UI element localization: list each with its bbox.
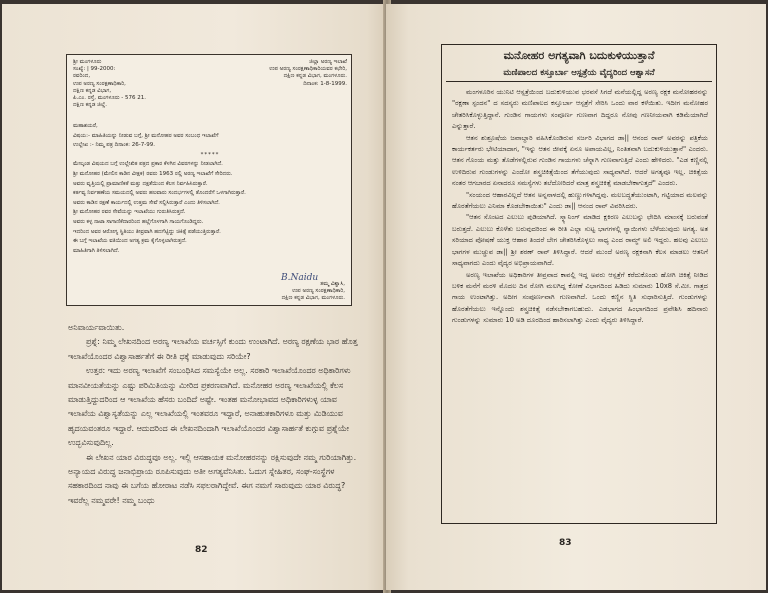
letter-body <box>73 123 347 257</box>
article-body <box>452 87 708 327</box>
letter-head-row: ಪಿ.ಎಂ. ರಸ್ತೆ, ಮಂಗಳೂರು - 576 21. <box>73 95 147 102</box>
title-divider <box>446 81 712 82</box>
right-page <box>386 4 766 590</box>
letter-head-row: ದಕ್ಷಿಣ ಕನ್ನಡ ವಿಭಾಗ, <box>73 87 112 94</box>
signature-block <box>225 281 345 302</box>
signature-line: ಉಪ ಅರಣ್ಯ ಸಂರಕ್ಷಣಾಧಿಕಾರಿ, <box>292 288 345 294</box>
letter-head-row: ಶ್ರೀ ಮಂಗಳೂರು ಜಿಲ್ಲಾ ಅರಣ್ಯ ಇಲಾಖೆ <box>73 59 347 65</box>
paragraph: ಉತ್ತರ: ಇದು ಅರಣ್ಯ ಇಲಾಖೆಗೆ ಸಂಬಂಧಿಸಿದ ಸಮಸ್ಯೆಯೇ ಅಲ್ಲ. ಸರಕಾರಿ ಇಲಾಖೆಯೊಂದರ ಅಧಿಕಾರಿಗಳು ಮಾನವೀಯತೆಯನ್ನು ಎಷ್ಟು ಪರಿಮಿತಿಯನ್ನು ಮೀರಿದ ಪ್ರಕರಣವಾಗಿದೆ. ಮನೋಹರ ಅರಣ್ಯ ಇಲಾಖೆಯಲ್ಲಿ ಕೆಲಸ ಮಾಡುತ್ತಿದ್ದುದರಿಂದ ಆ ಇಲಾಖೆಯ ಹೆಸರು ಬಂದಿದೆ ಅಷ್ಟೇ. ಇಂತಹ ಮನೋಭಾವದ ಅಧಿಕಾರಿಗಳುಳ್ಳ ಯಾವ ಇಲಾಖೆಯ ವಿಶ್ವಾಸ್ಯತೆಯನ್ನು ಎಲ್ಲ ಇಲಾಖೆಯಲ್ಲಿ ಇಂತವರೂ ಇದ್ದಾರೆ, ಅನಾಹುತಕಾರಿಗಳೂ ಮತ್ತು ಮಿಡಿಯುವ ಹೃದಯವಂತರೂ ಇದ್ದಾರೆ. ಆದುದರಿಂದ ಈ ಲೇಖನದಿಂದಾಗಿ ಇಲಾಖೆಯೊಂದರ ವಿಶ್ವಾಸಾರ್ಹತೆ ಕುಗ್ಗುವ ಪ್ರಶ್ನೆಯೇ ಉದ್ಭವಿಸುವುದಿಲ್ಲ. <box>68 366 351 448</box>
paragraph: ಆತನ ಶುಶ್ರೂಷೆಯ ಜವಾಬ್ದಾರಿ ವಹಿಸಿಕೊಂಡಿರುವ ಸರ್ಜರಿ ವಿಭಾಗದ ಡಾ|| ಆನಂದ ರಾವ್ ಅವರನ್ನು ಪತ್ರಿಕೆಯ ಕಾರ್ಯಕರ್ತರು ಭೇಟಿಯಾದಾಗ, "ಇನ್ನು ಆತನ ಜೀವಕ್ಕೆ ಏನೂ ಅಪಾಯವಿಲ್ಲ, ನಿಂತಿತವಾಗಿ ಬದುಕುಳಿಯುತ್ತಾನೆ" ಎಂದರು. ಆತನ ಗೊಂಯ ಮತ್ತು ತೊಡೆಗಳಲ್ಲಿರುವ ಗುಂಡಿನ ಗಾಯಗಳು ಚೆನ್ನಾಗಿ ಗುಣವಾಗುತ್ತಿದೆ ಎಂದು ಹೇಳಿದರು. "ಎಡ ಕಣ್ಣಿನಲ್ಲಿ ಉಳಿದಿರುವ ಗುಂಡುಗಳನ್ನು ಎಂದೋ ಶಸ್ತ್ರಚಿಕಿತ್ಸೆಯಿಂದ ತೆಗೆಯುವುದು ಸಾಧ್ಯವಾಗಿದೆ. ಆದರೆ ಅಗತ್ಯವೂ ಇಲ್ಲ. ಚಿಕಿತ್ಸೆಯ ನಂತರ ಆಗಬಾರದ ಏನಾದರೂ ಸಮಸ್ಯೆಗಳು ತಲೆದೋರಿದರೆ ಮಾತ್ರ ಶಸ್ತ್ರಚಿಕಿತ್ಸೆ ಮಾಡಬೇಕಾಗುತ್ತದೆ" ಎಂದರು. <box>452 133 708 188</box>
letter-line: ಮೇಲ್ಕಂಡ ವಿಷಯದ ಬಗ್ಗೆ ಉಲ್ಲೇಖಿತ ಪತ್ರದ ಪ್ರಕಾರ ಕೆಳಗಿನ ವಿವರಗಳನ್ನು ನೀಡಲಾಗಿದೆ. <box>73 161 223 168</box>
article-box <box>441 44 717 524</box>
paragraph: ಪ್ರಶ್ನೆ: ನಿಮ್ಮ ಲೇಖನದಿಂದ ಅರಣ್ಯ ಇಲಾಖೆಯ ವರ್ಚಸ್ಸಿಗೆ ಕುಂದು ಉಂಟಾಗಿದೆ. ಅರಣ್ಯ ರಕ್ಷಣೆಯ ಭಾರ ಹೊತ್ತ ಇಲಾಖೆಯೊಂದರ ವಿಶ್ವಾಸಾರ್ಹತೆಗೆ ಈ ರೀತಿ ಧಕ್ಕೆ ಮಾಡುವುದು ಸರಿಯೇ? <box>68 337 358 361</box>
letter-line: ***** <box>200 151 220 158</box>
paragraph: ಮಂಗಳೂರಿನ ಯುನಿಟಿ ಆಸ್ಪತ್ರೆಯಿಂದ ಬದುಕುಳಿಯುವ ಭರವಸೆ ಸಿಗದೆ ಮನೆಯಲ್ಲಿದ್ದ ಅರಣ್ಯ ರಕ್ಷಕ ಮನೋಹರನನ್ನು "ರಕ್ಷಣಾ ಸ್ಪಂದನ" ದ ಸದಸ್ಯರು ಮಣಿಪಾಲದ ಕಸ್ತೂರ್ಬಾ ಆಸ್ಪತ್ರೆಗೆ ಸೇರಿಸಿ ಒಂದು ವಾರ ಕಳೆಯಿತು. ಇದೀಗ ಮನೋಹರ ಚೇತರಿಸಿಕೊಳ್ಳುತ್ತಿದ್ದಾನೆ. ಗುಂಡಿನ ಗಾಯಗಳು ಸಂಪೂರ್ಣ ಗುಣವಾಗ ದಿದ್ದರೂ ನೋವು ಗಣನೀಯವಾಗಿ ಕಡಿಮೆಯಾಗಿದೆ ಎನ್ನುತ್ತಾರೆ. <box>452 88 708 131</box>
letter-line: ಅವರು ವೃತ್ತಿಯಲ್ಲಿ ಪ್ರಾಮಾಣಿಕತೆ ಮತ್ತು ದಕ್ಷತೆಯಿಂದ ಕೆಲಸ ನಿರ್ವಹಿಸಿರುತ್ತಾರೆ. <box>73 180 208 187</box>
letter-line: ಶ್ರೀ ಮನೋಹರ ರವರ ಸೇವೆಯನ್ನು ಇಲಾಖೆಯು ಗುರುತಿಸಿರುತ್ತದೆ. <box>73 209 186 216</box>
letter-line: ಅವರು ಕಾಡಿನ ರಕ್ಷಣೆ ಕಾರ್ಯದಲ್ಲಿ ಉತ್ತಮ ಸೇವೆ ಸಲ್ಲಿಸಿರುತ್ತಾರೆ ಎಂದು ತಿಳಿಸಲಾಗಿದೆ. <box>73 199 220 206</box>
page-number: 83 <box>559 538 572 548</box>
page-number: 82 <box>195 545 208 555</box>
signature: B.Naidu <box>281 273 319 283</box>
letter-line: ಉಲ್ಲೇಖ :- ನಿಮ್ಮ ಪತ್ರ ದಿನಾಂಕ: 26-7-99. <box>73 142 155 149</box>
paragraph: "ಆತನ ಸೊಂಟದ ಎಲುಬು ಪುಡಿಯಾಗಿದೆ. ಸ್ಕ್ಯಾನಿಂಗ್ ಮಾಡಿದ ಕ್ಷಕಿರಣ ಎಲುಬನ್ನು ಛೇದಿಸಿ ಮಾಂಸಕ್ಕೆ ಬರುವಂತೆ ಬರುತ್ತದೆ. ಎಲುಬು ಕೊಳೆತು ಬರುವುದರಿಂದ ಈ ರೀತಿ ಎಲ್ಲಾ ಸುಟ್ಟ ಭಾಗಗಳಲ್ಲಿ ನ್ಯಾಯಿಗಳು ಬೆಳೆಯುವುದು ಅಗತ್ಯ. ಅತ ಸರಿಯಾದ ಪೋಷಣೆ ಯುಕ್ತ ಆಹಾರ ತಿಂದರೆ ಬೇಗ ಚೇತರಿಸಿಕೊಳ್ಳಲು ಸಾಧ್ಯ ಎಂದ ರಾಮ್ಜ್ ಅಲಿ ಇದ್ದರು. ಹಲವು ಎಲುಬು ಭಾಗಗಳ ಮುಚ್ಚುವ ಡಾ|| ಶ್ರೀ ಶರಣ್ ರಾವ್ ತಿಳಿಸಿದ್ದಾರೆ. ಆದರೆ ಮುಂದೆ ಅರಣ್ಯ ರಕ್ಷಕನಾಗಿ ಕೆಲಸ ಮಾಡಲು ಆತನಿಗೆ ಸಾಧ್ಯವಾಗದು ಎಂದು ವೈದ್ಯರ ಅಭಿಪ್ರಾಯವಾಗಿದೆ. <box>452 213 708 268</box>
letter-line: ವಿಷಯ:- ಮಾಹಿತಿಯನ್ನು ನೀಡುವ ಬಗ್ಗೆ, ಶ್ರೀ ಮನೋಹರ ಅವರ ಸಂಬಂಧ ಇಲಾಖೆಗೆ <box>73 132 219 139</box>
letter-line: ಮಾಹಿತಿಗಾಗಿ ತಿಳಿಸಲಾಗಿದೆ. <box>73 247 120 254</box>
letter-line: ಶ್ರೀ ಮನೋಹರ (ಮೇಲಿನ ಕಾಡಿನ ವೀಕ್ಷಕ) ರವರು 1963 ರಲ್ಲಿ ಅರಣ್ಯ ಇಲಾಖೆಗೆ ಸೇರಿದರು. <box>73 170 233 177</box>
signature-line: ದಕ್ಷಿಣ ಕನ್ನಡ ವಿಭಾಗ, ಮಂಗಳೂರು. <box>281 295 345 301</box>
letter-line: ಈ ಬಗ್ಗೆ ಇಲಾಖೆಯ ವತಿಯಿಂದ ಅಗತ್ಯ ಕ್ರಮ ಕೈಗೊಳ್ಳಲಾಗಿರುತ್ತದೆ. <box>73 238 187 245</box>
paragraph: "ಸಂಯಂದ ಆಹಾರವಿಲ್ಲದೆ ಆತನ ಅನ್ನನಾಳದಲ್ಲಿ ಹುಣ್ಣುಗಳಾಗಿದ್ದವು. ಮಲಬದ್ಧತೆಯುಂಟಾಗಿ, ಗಟ್ಟಿಯಾದ ಮಲವನ್ನು ಹೊರತೆಗೆಯಲು ಎನಿಮಾ ಕೊಡಬೇಕಾಯಿತು" ಎಂದು ಡಾ|| ಆನಂದ ರಾವ್ ವಿವರಿಸಿದರು. <box>452 190 708 211</box>
paragraph: ಅನಿವಾರ್ಯವಾಯಿತು. <box>68 323 125 332</box>
letter-head-row: ಸಂಖ್ಯೆ: | 99-2000: ಉಪ ಅರಣ್ಯ ಸಂರಕ್ಷಣಾಧಿಕಾರಿಯವರ ಕಛೇರಿ, <box>73 66 347 73</box>
letter-line: ಕರ್ತವ್ಯ ನಿರ್ವಹಣೆಯ ಸಮಯದಲ್ಲಿ ಅವರು ಹಲವಾರು ಸಂದರ್ಭಗಳಲ್ಲಿ ತೊಂದರೆಗೆ ಒಳಗಾಗಿರುತ್ತಾರೆ. <box>73 190 246 197</box>
letter-line: ಮಹಾಶಯರೆ, <box>73 123 98 129</box>
paragraph: ಅರಣ್ಯ ಇಲಾಖೆಯ ಅಧಿಕಾರಿಗಳ ತೀವ್ರವಾದ ಕಾವಲ್ಲಿ ಇದ್ದ ಅವರು ಆಸ್ಪತ್ರೆಗೆ ಕರೆದುಕೊಂಡು ಹೋಗಿ ಚಿಕಿತ್ಸೆ ನೀಡಿದ ಬಳಿಕ ಮನೆಗೆ ಮರಳಿ ಮೊದಲ ದಿನ ರೋಗಿ ಮಲಗಿದ್ದ ಕೋಣೆ ವಿಭಾಗದಿಂದ ಹಿಡಿದು ಸುಮಾರು 10x8 ಸೆ.ಮೀ. ಗಾತ್ರದ ಗಾಯ ಉಂಟಾಗಿತ್ತು. ಅದೀಗ ಸಂಪೂರ್ಣವಾಗಿ ಗುಣವಾಗಿದೆ. ಒಂದು ಕಣ್ಣಿನ ಸ್ಥಿತಿ ಸುಧಾರಿಸುತ್ತಿದೆ. ಗುಂಡುಗಳನ್ನು ಹೊರತೆಗೆಯಲು ಇನ್ನೊಂದು ಶಸ್ತ್ರಚಿಕಿತ್ಸೆ ನಡೆಸಬೇಕಾಗಬಹುದು. ಎಡಭಾಗದ ಹಿಂಭಾಗದಿಂದ ಪ್ರವೇಶಿಸಿ ಹದಿನಾರು ಗುಂಡುಗಳನ್ನು ಸುಮಾರು 10 ಅಡಿ ದೂರದಿಂದ ಹಾರಿಸಲಾಗಿತ್ತು ಎಂದು ವೈದ್ಯರು ತಿಳಿಸಿದ್ದಾರೆ. <box>452 270 708 325</box>
article-subtitle: ಮಣಿಪಾಲದ ಕಸ್ತೂರ್ಬಾ ಆಸ್ಪತ್ರೆಯ ವೈದ್ಯರಿಂದ ಆಶ್ವಾಸನೆ <box>503 68 655 78</box>
letter-header <box>73 59 347 109</box>
left-page-text <box>68 321 364 508</box>
letter-head-row: ದಕ್ಷಿಣ ಕನ್ನಡ ಜಿಲ್ಲೆ. <box>73 102 108 109</box>
letter-line: ಇದರಿಂದ ಅವರ ಆರೋಗ್ಯ ಸ್ಥಿತಿಯು ತೀವ್ರವಾಗಿ ಹದಗೆಟ್ಟಿದ್ದು ಚಿಕಿತ್ಸೆ ಪಡೆಯುತ್ತಿರುತ್ತಾರೆ. <box>73 228 221 235</box>
letter-head-row: ರವರಿಂದ, ದಕ್ಷಿಣ ಕನ್ನಡ ವಿಭಾಗ, ಮಂಗಳೂರು. <box>73 73 347 80</box>
left-page <box>2 4 386 590</box>
signature-line: ತಮ್ಮ ವಿಶ್ವಾಸಿ, <box>320 281 345 287</box>
letter-scan <box>66 54 352 306</box>
letter-head-row: ಉಪ ಅರಣ್ಯ ಸಂರಕ್ಷಣಾಧಿಕಾರಿ, ದಿನಾಂಕ: 1-8-1999. <box>73 80 347 87</box>
paragraph: ಈ ಲೇಖನ ಯಾರ ವಿರುದ್ಧವೂ ಅಲ್ಲ. ಇಲ್ಲಿ ಆಸಹಾಯಕ ಮನೋಹರನನ್ನು ರಕ್ಷಿಸುವುದೇ ನಮ್ಮ ಗುರಿಯಾಗಿತ್ತು. ಅನ್ಯಾಯದ ವಿರುದ್ಧ ಜನಾಭಿಪ್ರಾಯ ರೂಪಿಸುವುದು ಅತೀ ಅಗತ್ಯವೆನಿಸಿತು. ಓದುಗ ಸ್ನೇಹಿತರ, ಸಂಘ-ಸಂಸ್ಥೆಗಳ ಸಹಕಾರದಿಂದ ನಾವು ಈ ಬಗೆಯ ಹೋರಾಟ ನಡೆಸಿ ಸಫಲರಾಗಿದ್ದೇವೆ. ಈಗ ನಮಗೆ ಸಾರುವುದು ಯಾರ ವಿರುದ್ಧ? ಇವರೆಲ್ಲ ನಮ್ಮವರೇ! ನಮ್ಮ ಬಂಧು <box>68 452 357 505</box>
letter-line: ಅವರು ಕಳ್ಳ ನಾಟಾ ಸಾಗಾಣಿಕೆದಾರರಿಂದ ಹಲ್ಲೆಗೊಳಗಾಗಿ ಗಾಯಗೊಂಡಿದ್ದರು. <box>73 218 204 225</box>
article-title: ಮನೋಹರ ಅಗತ್ಯವಾಗಿ ಬದುಕುಳಿಯುತ್ತಾನೆ <box>503 49 655 62</box>
